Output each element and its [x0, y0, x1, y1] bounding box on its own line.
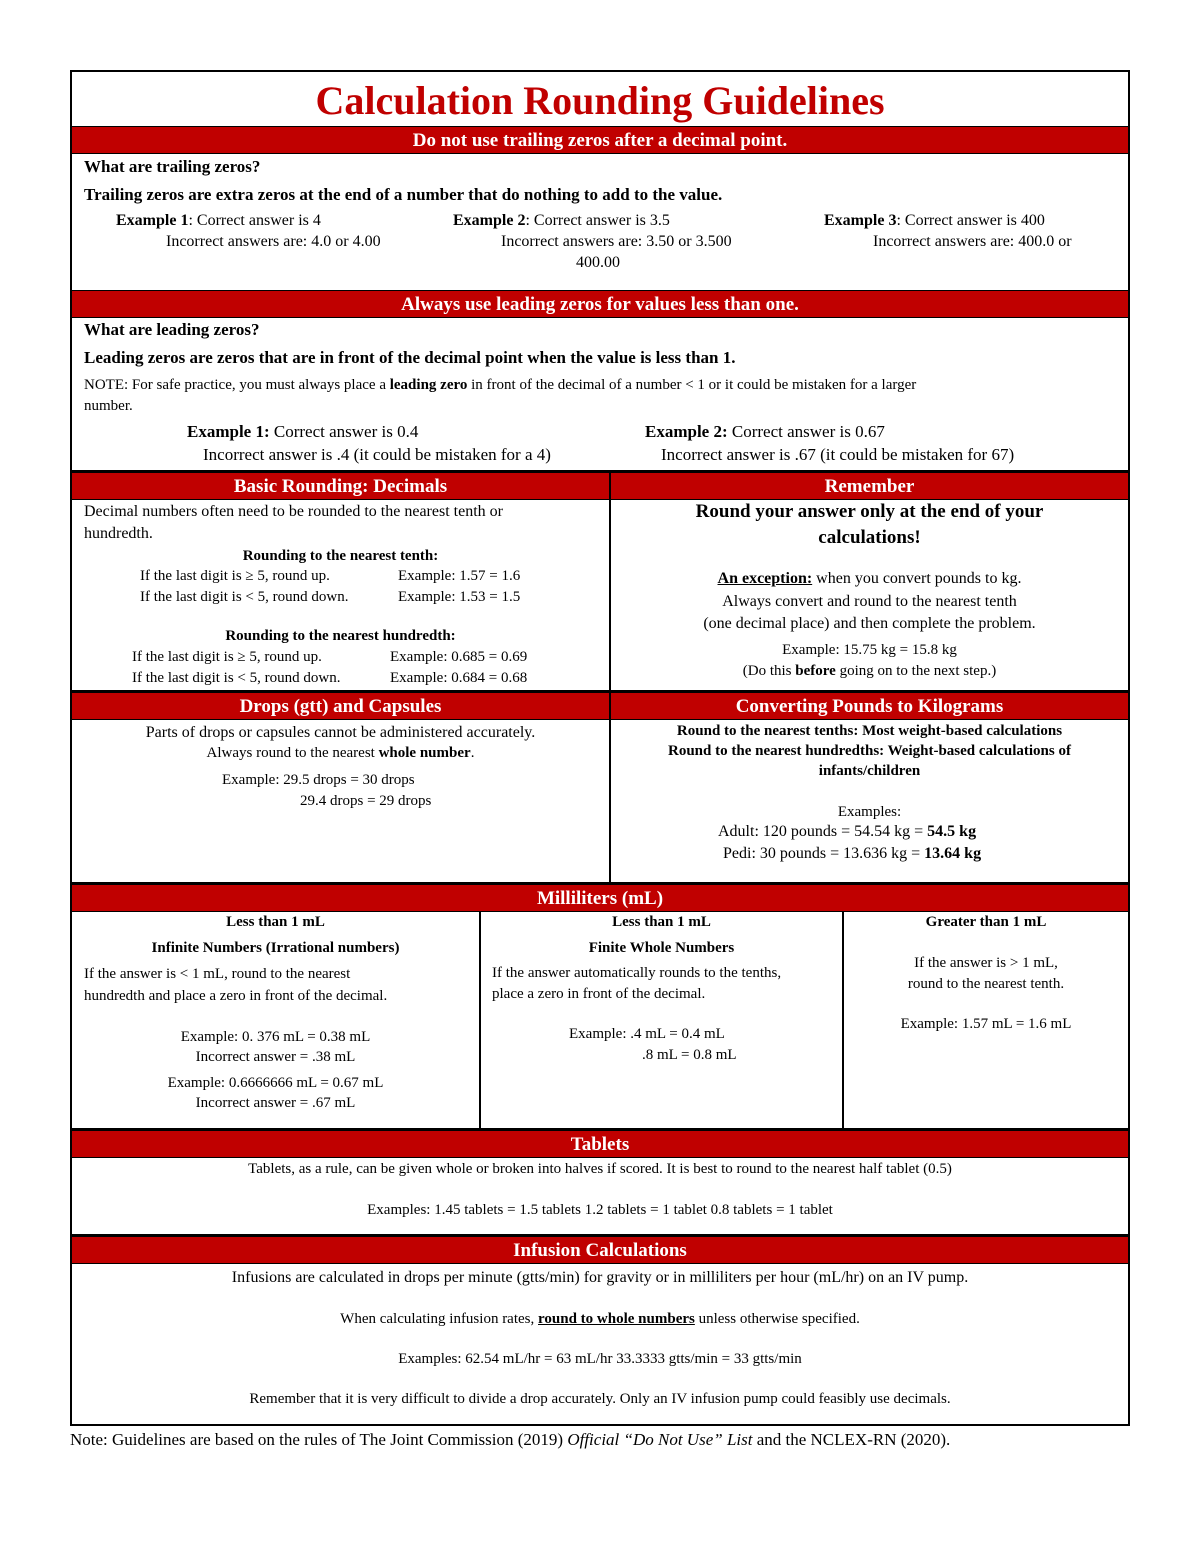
- ml-col1-example-1: Example: 0. 376 mL = 0.38 mL: [180, 1029, 371, 1045]
- ml-col3-line-1: If the answer is > 1 mL,: [914, 955, 1058, 971]
- ml-col2-example-2: .8 mL = 0.8 mL: [642, 1047, 737, 1063]
- trailing-ex3-incorrect-cont: 400.00: [576, 254, 620, 271]
- infusion-line-2: [72, 1308, 1128, 1330]
- converting-line-2: Round to the nearest hundredths: Weight-based calculations of: [668, 743, 1071, 759]
- trailing-ex3-incorrect: Incorrect answers are: 400.0 or: [873, 233, 1072, 250]
- drops-example-1: Example: 29.5 drops = 30 drops: [222, 772, 415, 788]
- footer-italic: Official “Do Not Use” List: [567, 1430, 753, 1449]
- leading-ex1-incorrect: Incorrect answer is .4 (it could be mistaken for a 4): [203, 445, 551, 464]
- drops-line-1: Parts of drops or capsules cannot be administered accurately.: [145, 724, 536, 741]
- trailing-definition: Trailing zeros are extra zeros at the end of a number that do nothing to add to the value.: [84, 185, 723, 204]
- infusion-banner: Infusion Calculations: [72, 1236, 1128, 1264]
- do-b: going on to the next step.): [835, 663, 997, 679]
- basic-intro-2: hundredth.: [84, 525, 153, 542]
- ml-col1-incorrect-2: Incorrect answer = .67 mL: [195, 1095, 356, 1111]
- ml-col1-heading: Less than 1 mL: [226, 914, 325, 930]
- pedi-bold: 13.64 kg: [924, 845, 982, 862]
- infusion-line-2a: When calculating infusion rates,: [340, 1311, 539, 1327]
- drops-example-2: 29.4 drops = 29 drops: [300, 793, 432, 809]
- remember-do-before: [611, 660, 1128, 682]
- drops-line-2b: .: [470, 745, 475, 761]
- basic-rounding-banner: Basic Rounding: Decimals: [72, 472, 609, 500]
- footer-a: Note: Guidelines are based on the rules of The Joint Commission (2019): [70, 1430, 568, 1449]
- pedi-a: Pedi: 30 pounds = 13.636 kg =: [723, 845, 925, 862]
- trailing-example-1: [116, 210, 321, 232]
- tenth-heading: Rounding to the nearest tenth:: [242, 548, 439, 564]
- leading-note-cont: number.: [84, 398, 133, 414]
- leading-note: [84, 374, 916, 396]
- remember-line-2: Always convert and round to the nearest tenth: [722, 593, 1017, 610]
- converting-line-3: infants/children: [818, 763, 921, 779]
- footer-b: and the NCLEX-RN (2020).: [752, 1430, 951, 1449]
- adult-bold: 54.5 kg: [927, 823, 977, 840]
- tenth-up-example: Example: 1.57 = 1.6: [398, 568, 521, 584]
- tablets-banner: Tablets: [72, 1130, 1128, 1158]
- infusion-round-whole: round to whole numbers: [538, 1311, 695, 1327]
- hundredth-up-example: Example: 0.685 = 0.69: [390, 649, 528, 665]
- trailing-example-3: [824, 210, 1045, 232]
- infusion-examples: Examples: 62.54 mL/hr = 63 mL/hr 33.3333 gtts/min = 33 gtts/min: [398, 1351, 802, 1367]
- leading-ex2-correct: Correct answer is 0.67: [727, 422, 885, 441]
- trailing-ex3-label: Example 3: [824, 212, 897, 229]
- tablets-line-1: Tablets, as a rule, can be given whole or broken into halves if scored. It is best to round to the nearest half tablet (0.5): [248, 1161, 952, 1177]
- trailing-ex1-label: Example 1: [116, 212, 189, 229]
- leading-definition: Leading zeros are zeros that are in front of the decimal point when the value is less than 1.: [84, 348, 736, 367]
- trailing-question: What are trailing zeros?: [84, 157, 261, 176]
- infusion-line-1: Infusions are calculated in drops per minute (gtts/min) for gravity or in milliliters per hour (mL/hr) on an IV pump.: [231, 1269, 969, 1286]
- hundredth-down-example: Example: 0.684 = 0.68: [390, 670, 528, 686]
- drops-line-2: [72, 742, 609, 764]
- remember-main-2: calculations!: [818, 527, 921, 548]
- do-bold: before: [795, 663, 836, 679]
- converting-line-1: Round to the nearest tenths: Most weight-based calculations: [676, 723, 1063, 739]
- trailing-ex2-incorrect: Incorrect answers are: 3.50 or 3.500: [501, 233, 732, 250]
- leading-example-1: [187, 421, 418, 443]
- infusion-line-2b: unless otherwise specified.: [694, 1311, 860, 1327]
- leading-ex2-incorrect: Incorrect answer is .67 (it could be mistaken for 67): [661, 445, 1015, 464]
- ml-col1-line-1: If the answer is < 1 mL, round to the nearest: [84, 966, 351, 982]
- adult-a: Adult: 120 pounds = 54.54 kg =: [718, 823, 928, 840]
- ml-col2-line-1: If the answer automatically rounds to the tenths,: [492, 965, 782, 981]
- remember-example: Example: 15.75 kg = 15.8 kg: [782, 642, 957, 658]
- ml-col3-example: Example: 1.57 mL = 1.6 mL: [900, 1016, 1072, 1032]
- converting-pedi: [723, 843, 981, 865]
- ml-col2-heading: Less than 1 mL: [612, 914, 711, 930]
- leading-ex1-correct: Correct answer is 0.4: [269, 422, 419, 441]
- leading-question: What are leading zeros?: [84, 320, 260, 339]
- exception-text: when you convert pounds to kg.: [812, 570, 1022, 587]
- exception-label: An exception:: [717, 570, 813, 587]
- infusion-line-4: Remember that it is very difficult to divide a drop accurately. Only an IV infusion pump could feasibly use decimals.: [249, 1391, 951, 1407]
- trailing-ex1-correct: : Correct answer is 4: [188, 212, 321, 229]
- converting-adult: [718, 821, 976, 843]
- remember-exception: [611, 568, 1128, 590]
- hundredth-heading: Rounding to the nearest hundredth:: [225, 628, 456, 644]
- do-a: (Do this: [742, 663, 796, 679]
- trailing-ex1-incorrect: Incorrect answers are: 4.0 or 4.00: [166, 233, 381, 250]
- remember-banner: Remember: [611, 472, 1128, 500]
- hundredth-down-rule: If the last digit is < 5, round down.: [132, 670, 341, 686]
- leading-example-2: [645, 421, 885, 443]
- leading-ex1-label: Example 1:: [187, 422, 270, 441]
- leading-note-bold: leading zero: [389, 377, 468, 393]
- tenth-down-rule: If the last digit is < 5, round down.: [140, 589, 349, 605]
- ml-col3-line-2: round to the nearest tenth.: [907, 976, 1065, 992]
- footer-note: [70, 1428, 1130, 1452]
- remember-line-3: (one decimal place) and then complete the problem.: [703, 615, 1036, 632]
- tenth-up-rule: If the last digit is ≥ 5, round up.: [140, 568, 330, 584]
- leading-zeros-banner: Always use leading zeros for values less than one.: [72, 290, 1128, 318]
- ml-col1-subheading: Infinite Numbers (Irrational numbers): [151, 940, 400, 956]
- leading-ex2-label: Example 2:: [645, 422, 728, 441]
- trailing-zeros-banner: Do not use trailing zeros after a decimal point.: [72, 126, 1128, 154]
- converting-banner: Converting Pounds to Kilograms: [611, 692, 1128, 720]
- guidelines-sheet: [70, 70, 1130, 1426]
- trailing-ex2-label: Example 2: [453, 212, 526, 229]
- basic-intro-1: Decimal numbers often need to be rounded to the nearest tenth or: [84, 503, 503, 520]
- drops-whole-number: whole number: [378, 745, 471, 761]
- ml-col2-line-2: place a zero in front of the decimal.: [492, 986, 706, 1002]
- drops-line-2a: Always round to the nearest: [206, 745, 379, 761]
- ml-col1-incorrect-1: Incorrect answer = .38 mL: [195, 1049, 356, 1065]
- hundredth-up-rule: If the last digit is ≥ 5, round up.: [132, 649, 322, 665]
- remember-main-1: Round your answer only at the end of your: [695, 501, 1044, 522]
- ml-col2-example-1: Example: .4 mL = 0.4 mL: [569, 1026, 725, 1042]
- ml-col1-line-2: hundredth and place a zero in front of the decimal.: [84, 988, 388, 1004]
- milliliters-banner: Milliliters (mL): [72, 884, 1128, 912]
- ml-col3-heading: Greater than 1 mL: [925, 914, 1047, 930]
- ml-col1-example-2: Example: 0.6666666 mL = 0.67 mL: [167, 1075, 384, 1091]
- drops-banner: Drops (gtt) and Capsules: [72, 692, 609, 720]
- trailing-ex3-correct: : Correct answer is 400: [896, 212, 1045, 229]
- tenth-down-example: Example: 1.53 = 1.5: [398, 589, 521, 605]
- leading-note-a: NOTE: For safe practice, you must always place a: [84, 377, 390, 393]
- tablets-examples: Examples: 1.45 tablets = 1.5 tablets 1.2 tablets = 1 tablet 0.8 tablets = 1 tablet: [367, 1202, 833, 1218]
- trailing-example-2: [453, 210, 670, 232]
- converting-examples: Examples:: [837, 804, 902, 820]
- trailing-ex2-correct: : Correct answer is 3.5: [525, 212, 670, 229]
- ml-col2-subheading: Finite Whole Numbers: [588, 940, 735, 956]
- page-title: Calculation Rounding Guidelines: [315, 78, 885, 123]
- leading-note-b: in front of the decimal of a number < 1 or it could be mistaken for a larger: [467, 377, 917, 393]
